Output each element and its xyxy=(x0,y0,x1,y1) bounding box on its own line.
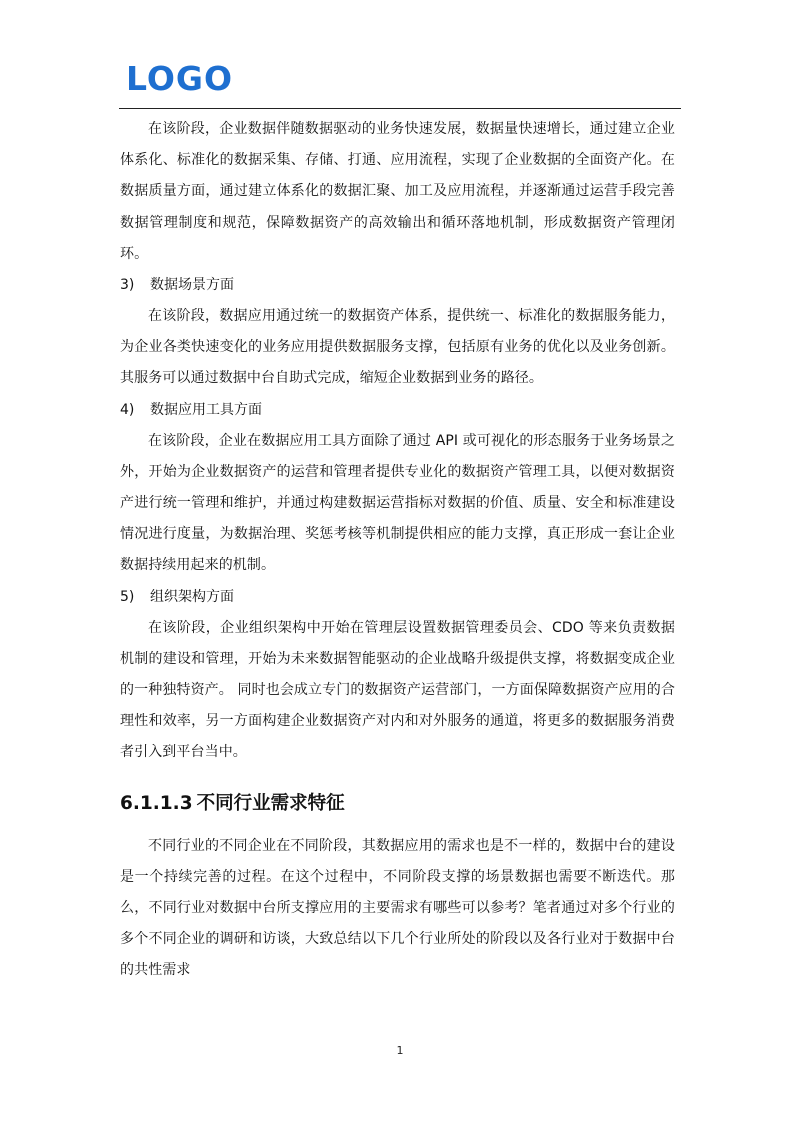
paragraph-data-tools: 在该阶段，企业在数据应用工具方面除了通过 API 或可视化的形态服务于业务场景之外，开始为企业数据资产的运营和管理者提供专业化的数据资产管理工具，以便对数据资产进行统一管理和维护，并通过构建数据运营指标对数据的价值、质量、安全和标准建设情况进行度量，为数据治理、奖惩考核等机制提供相应的能力支撑，真正形成一套让企业数据持续用起来的机制。 xyxy=(120,432,675,574)
logo: LOGO xyxy=(126,59,234,98)
paragraph-organization: 在该阶段，企业组织架构中开始在管理层设置数据管理委员会、CDO 等来负责数据机制的建设和管理，开始为未来数据智能驱动的企业战略升级提供支撑，将数据变成企业的一种独特资产。 同时也会成立专门的数据资产运营部门，一方面保障数据资产应用的合理性和效率，另一方面构建企业数据资产对内和对外服务的通道，将更多的数据服务消费者引入到平台当中。 xyxy=(120,619,675,761)
paragraph-industry-needs: 不同行业的不同企业在不同阶段，其数据应用的需求也是不一样的，数据中台的建设是一个持续完善的过程。在这个过程中，不同阶段支撑的场景数据也需要不断迭代。那么，不同行业对数据中台所支撑应用的主要需求有哪些可以参考？笔者通过对多个行业的多个不同企业的调研和访谈，大致总结以下几个行业所处的阶段以及各行业对于数据中台的共性需求 xyxy=(120,837,675,979)
section-heading xyxy=(120,789,675,819)
list-item-label: 数据场景方面 xyxy=(150,277,234,294)
section-title: 不同行业需求特征 xyxy=(196,792,345,814)
list-item-label: 组织架构方面 xyxy=(150,588,234,605)
list-item-data-scenario xyxy=(120,270,675,301)
list-item-number: 3) xyxy=(120,277,135,294)
paragraph-data-asset-stage: 在该阶段，企业数据伴随数据驱动的业务快速发展，数据量快速增长，通过建立企业体系化、标准化的数据采集、存储、打通、应用流程，实现了企业数据的全面资产化。在数据质量方面，通过建立体系化的数据汇聚、加工及应用流程，并逐渐通过运营手段完善数据管理制度和规范，保障数据资产的高效输出和循环落地机制，形成数据资产管理闭环。 xyxy=(120,121,675,262)
list-item-number: 5) xyxy=(120,588,135,605)
page-number: 1 xyxy=(396,1044,404,1057)
header-divider xyxy=(119,108,681,109)
section-number: 6.1.1.3 xyxy=(120,792,193,814)
list-item-number: 4) xyxy=(120,401,135,418)
paragraph-data-scenario: 在该阶段，数据应用通过统一的数据资产体系，提供统一、标准化的数据服务能力，为企业各类快速变化的业务应用提供数据服务支撑，包括原有业务的优化以及业务创新。其服务可以通过数据中台自助式完成，缩短企业数据到业务的路径。 xyxy=(120,308,675,387)
document-body xyxy=(120,114,675,987)
list-item-data-tools xyxy=(120,395,675,426)
list-item-label: 数据应用工具方面 xyxy=(150,401,262,418)
list-item-organization xyxy=(120,582,675,613)
